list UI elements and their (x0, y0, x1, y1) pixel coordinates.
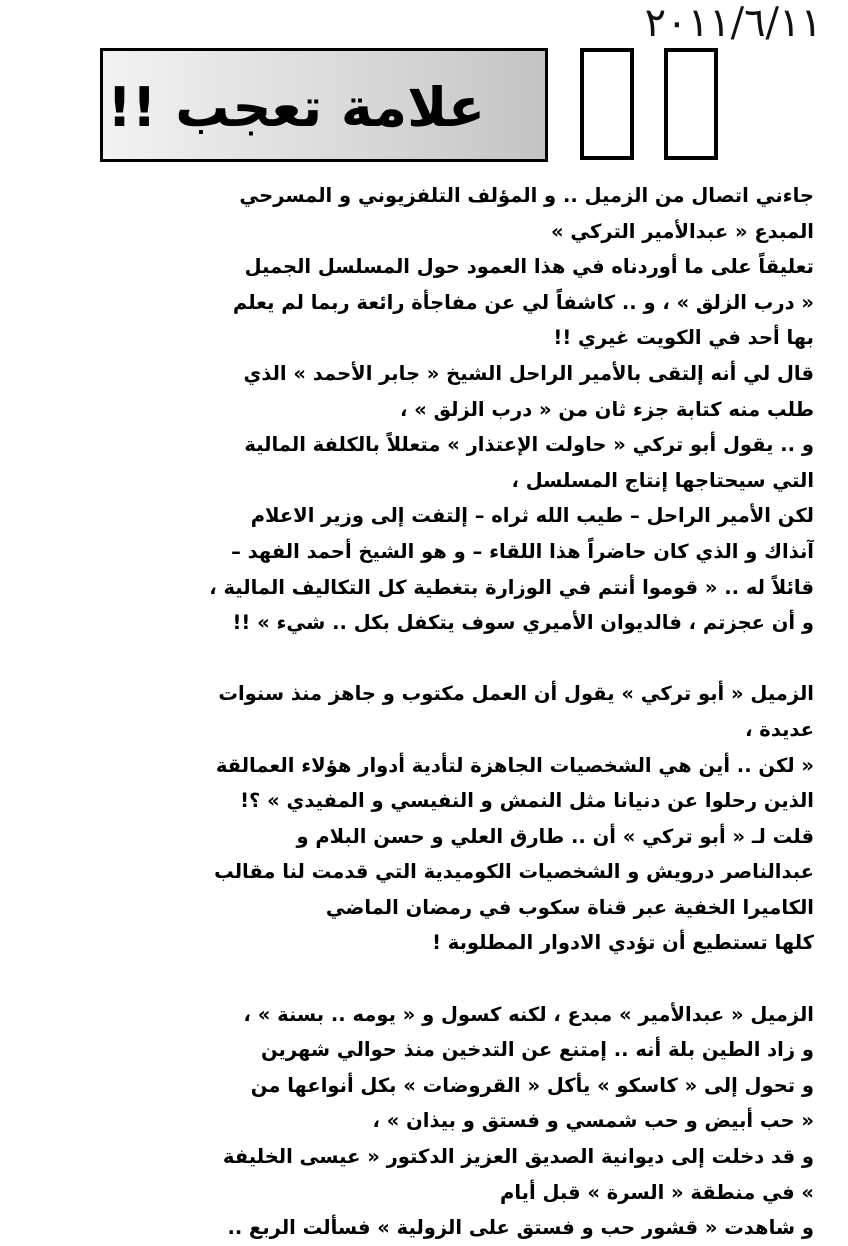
article-line: و شاهدت « قشور حب و فستق على الزولية » فسألت الربع .. (227, 1216, 814, 1240)
article-line: « حب أبيض و حب شمسي و فستق و بيذان » ، (372, 1109, 814, 1133)
article-body (108, 178, 814, 1246)
article-line: الزميل « عبدالأمير » مبدع ، لكنه كسول و « يومه .. بسنة » ، (243, 1002, 814, 1026)
handwritten-date: ٢٠١١/٦/١١ (644, 0, 822, 46)
paragraph (108, 676, 814, 961)
article-line: الذين رحلوا عن دنيانا مثل النمش و النفيسي و المفيدي » ؟! (240, 789, 814, 813)
article-line: عبدالناصر درويش و الشخصيات الكوميدية التي قدمت لنا مقالب (214, 860, 814, 884)
article-line: عديدة ، (745, 717, 814, 741)
article-line: و زاد الطين بلة أنه .. إمتنع عن التدخين منذ حوالي شهرين (261, 1038, 814, 1062)
article-line: و أن عجزتم ، فالديوان الأميري سوف يتكفل بكل .. شيء » !! (232, 611, 814, 635)
article-line: التي سيحتاجها إنتاج المسلسل ، (511, 468, 814, 492)
article-line: « درب الزلق » ، و .. كاشفاً لي عن مفاجأة رائعة ربما لم يعلم (232, 290, 814, 314)
empty-frame-box (664, 48, 718, 160)
article-line: و تحول إلى « كاسكو » يأكل « القروضات » بكل أنواعها من (250, 1073, 814, 1097)
paragraph (108, 997, 814, 1246)
article-line: قلت لـ « أبو تركي » أن .. طارق العلي و حسن البلام و (296, 824, 814, 848)
paragraph-gap (108, 641, 814, 677)
column-title-banner (100, 48, 548, 162)
article-line: بها أحد في الكويت غيري !! (553, 326, 814, 350)
article-line: و .. يقول أبو تركي « حاولت الإعتذار » متعللاً بالكلفة المالية (244, 433, 814, 457)
article-line: طلب منه كتابة جزء ثان من « درب الزلق » ، (399, 397, 814, 421)
article-line: قال لي أنه إلتقى بالأمير الراحل الشيخ « جابر الأحمد » الذي (243, 361, 814, 385)
article-line: « لكن .. أين هي الشخصيات الجاهزة لتأدية أدوار هؤلاء العمالقة (215, 753, 814, 777)
article-line: و قد دخلت إلى ديوانية الصديق العزيز الدكتور « عيسى الخليفة (222, 1145, 814, 1169)
article-line: آنذاك و الذي كان حاضراً هذا اللقاء – و هو الشيخ أحمد الفهد – (231, 539, 814, 563)
article-line: » في منطقة « السرة » قبل أيام (500, 1180, 814, 1204)
article-line: تعليقاً على ما أوردناه في هذا العمود حول المسلسل الجميل (244, 255, 814, 279)
article-line: لكن الأمير الراحل – طيب الله ثراه – إلتفت إلى وزير الاعلام (250, 504, 814, 528)
article-line: الزميل « أبو تركي » يقول أن العمل مكتوب و جاهز منذ سنوات (218, 682, 814, 706)
paragraph-gap (108, 961, 814, 997)
article-line: كلها تستطيع أن تؤدي الادوار المطلوبة ! (432, 931, 814, 955)
column-title: علامة تعجب !! (107, 76, 485, 139)
article-line: قائلاً له .. « قوموا أنتم في الوزارة بتغطية كل التكاليف المالية ، (209, 575, 814, 599)
article-line: جاءني اتصال من الزميل .. و المؤلف التلفزيوني و المسرحي (239, 184, 814, 207)
article-line: الكاميرا الخفية عبر قناة سكوب في رمضان الماضي (325, 895, 814, 919)
article-line: المبدع « عبدالأمير التركي » (550, 219, 814, 243)
paragraph (108, 178, 814, 641)
empty-frame-box (580, 48, 634, 160)
